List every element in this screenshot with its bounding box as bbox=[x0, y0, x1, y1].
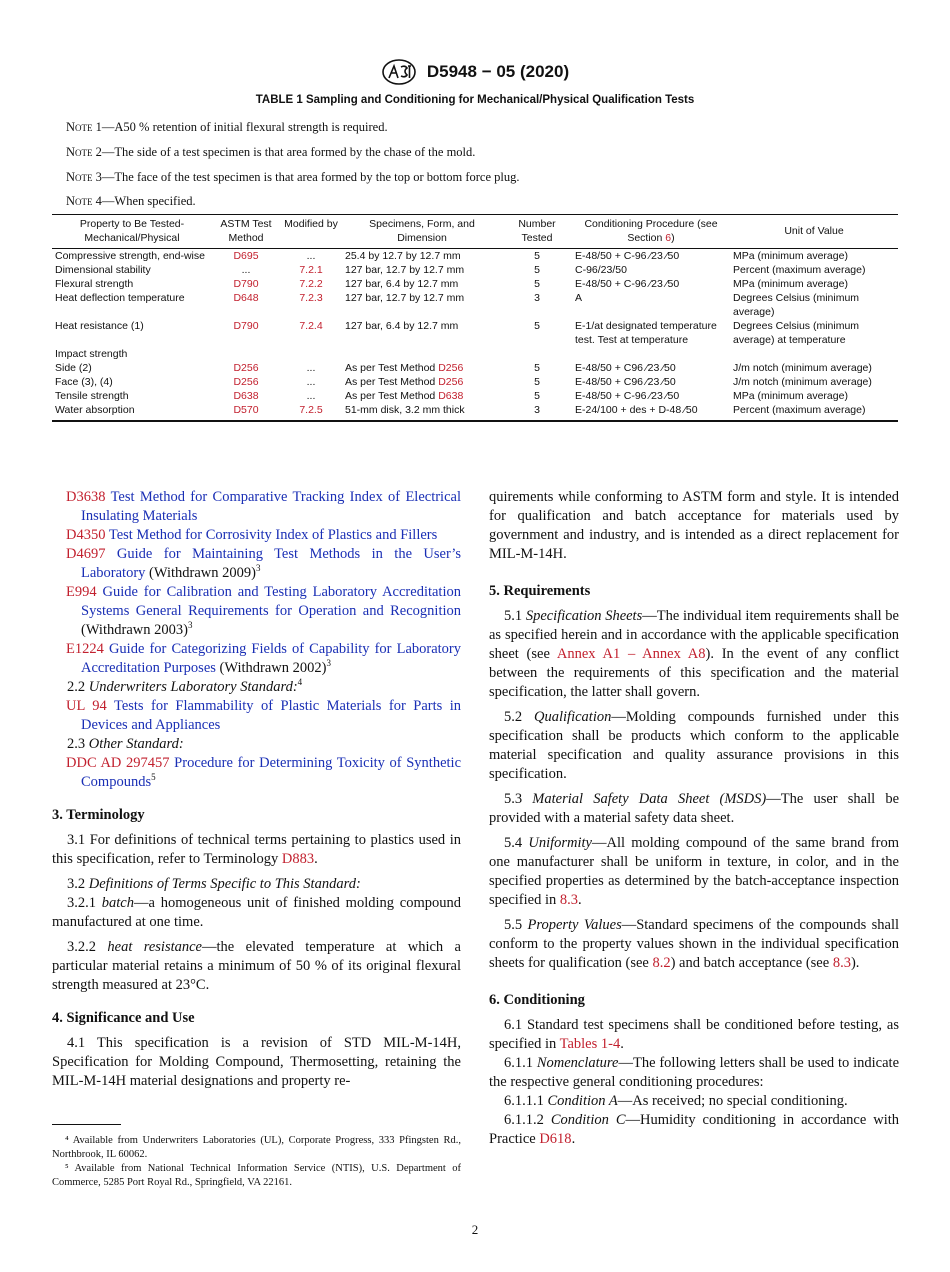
cell-specimens-text: As per Test Method bbox=[345, 376, 439, 388]
section-2-3 bbox=[52, 735, 461, 754]
ddc-sup: 5 bbox=[151, 772, 156, 783]
cell-number: 5 bbox=[534, 278, 540, 290]
section-8-3-link-2[interactable]: 8.3 bbox=[832, 955, 851, 971]
p53-text: —The user shall be provided with a material safety data sheet. bbox=[489, 791, 899, 826]
cell-modified: ... bbox=[306, 362, 316, 374]
note-text: —A50 % retention of initial flexural strength is required. bbox=[101, 120, 388, 134]
p55-term: Property Values bbox=[527, 917, 622, 933]
ddc-title-link[interactable]: Procedure for Determining Toxicity of Synthetic Compounds bbox=[81, 755, 462, 790]
footnotes bbox=[52, 1134, 461, 1190]
note-text: —The face of the test specimen is that area formed by the top or bottom force plug. bbox=[101, 170, 520, 184]
footnote-divider bbox=[52, 1124, 121, 1125]
reference-title-link[interactable]: Guide for Categorizing Fields of Capability for Laboratory Accreditation Purposes bbox=[81, 641, 462, 676]
table-caption: TABLE 1 Sampling and Conditioning for Mechanical/Physical Qualification Tests bbox=[255, 94, 695, 106]
reference-item bbox=[52, 545, 461, 583]
reference-sup: 3 bbox=[187, 620, 193, 631]
p51-num: 5.1 bbox=[504, 608, 523, 624]
cell-property: Compressive strength, end-wise bbox=[55, 250, 205, 262]
cell-specimens bbox=[342, 389, 502, 403]
table-note-2 bbox=[66, 145, 475, 160]
page-header bbox=[0, 58, 950, 86]
cell-unit: MPa (minimum average) bbox=[733, 278, 848, 290]
page-number: 2 bbox=[471, 1222, 479, 1237]
note-label: Note 1 bbox=[66, 120, 102, 134]
d618-link[interactable]: D618 bbox=[539, 1131, 572, 1147]
cell-method[interactable]: D695 bbox=[233, 250, 259, 262]
annex-link[interactable]: Annex A1 – Annex A8 bbox=[556, 646, 706, 662]
cell-specimens bbox=[342, 249, 502, 264]
cell-specimens-text: 25.4 by 12.7 by 12.7 mm bbox=[345, 250, 461, 262]
table-row bbox=[52, 375, 898, 389]
p322-term: heat resistance bbox=[107, 939, 202, 955]
p32-text: Definitions of Terms Specific to This Standard: bbox=[88, 876, 361, 892]
cell-conditioning: E-48/50 + C-96 ⁄23 ⁄50 bbox=[575, 278, 680, 290]
cell-method bbox=[212, 347, 280, 361]
cell-property: Face (3), (4) bbox=[55, 376, 113, 388]
cell-conditioning: E-1/at designated temperature test. Test at temperature bbox=[575, 320, 717, 346]
p6112-num: 6.1.1.2 bbox=[504, 1112, 544, 1128]
cell-conditioning bbox=[572, 347, 730, 361]
left-column bbox=[52, 488, 461, 1091]
p51-term: Specification Sheets bbox=[525, 608, 643, 624]
reference-title-link[interactable]: Guide for Calibration and Testing Laboratory Accreditation Systems General Requirements for Operation and Recognition bbox=[81, 584, 461, 619]
cell-conditioning: E-48/50 + C-96 ⁄23 ⁄50 bbox=[575, 250, 680, 262]
p32-num: 3.2 bbox=[67, 876, 86, 892]
section-8-3-link[interactable]: 8.3 bbox=[559, 892, 578, 908]
document-title: D5948 − 05 (2020) bbox=[426, 62, 570, 81]
cell-modified: ... bbox=[306, 390, 316, 402]
cell-number: 5 bbox=[534, 362, 540, 374]
cell-unit: MPa (minimum average) bbox=[733, 250, 848, 262]
cell-specimens-text: 127 bar, 6.4 by 12.7 mm bbox=[345, 320, 459, 332]
p55-num: 5.5 bbox=[504, 917, 523, 933]
para-3-2 bbox=[52, 875, 461, 894]
cell-specimens bbox=[342, 291, 502, 319]
table-note-1 bbox=[66, 120, 388, 135]
cell-modified bbox=[280, 347, 342, 361]
para-5-3 bbox=[489, 790, 899, 828]
cell-unit: Percent (maximum average) bbox=[733, 264, 866, 276]
p61-text-end: . bbox=[620, 1036, 624, 1052]
p611-text: —The following letters shall be used to indicate the respective general conditioning procedures: bbox=[489, 1055, 899, 1090]
p322-num: 3.2.2 bbox=[67, 939, 96, 955]
cell-conditioning: E-48/50 + C96 ⁄23 ⁄50 bbox=[575, 376, 676, 388]
cell-property: Heat resistance (1) bbox=[55, 320, 144, 332]
cell-number bbox=[502, 347, 572, 361]
cell-specimens bbox=[342, 347, 502, 361]
cell-specimens-link[interactable]: D256 bbox=[438, 376, 464, 388]
cell-specimens bbox=[342, 403, 502, 421]
cell-property: Side (2) bbox=[55, 362, 92, 374]
table-row bbox=[52, 319, 898, 347]
cell-specimens-text: As per Test Method bbox=[345, 390, 439, 402]
cell-number: 3 bbox=[502, 403, 572, 421]
para-3-1: 3.1 For definitions of technical terms pertaining to plastics used in this specification, refer to Terminology D883. bbox=[52, 832, 461, 867]
reference-code-link[interactable]: D4697 bbox=[66, 546, 106, 562]
reference-note: (Withdrawn 2009) bbox=[145, 565, 256, 581]
cell-modified[interactable]: 7.2.1 bbox=[299, 264, 323, 276]
reference-code-link[interactable]: D3638 bbox=[66, 489, 106, 505]
p6111-num: 6.1.1.1 bbox=[504, 1093, 544, 1109]
p51-text-end: ). In the event of any conflict between the requirements of this specification and the material specification, the latter shall govern. bbox=[489, 646, 899, 700]
header-modified: Modified by bbox=[280, 215, 342, 249]
s22-sup: 4 bbox=[297, 677, 303, 688]
note-text: —When specified. bbox=[101, 194, 196, 208]
para-3-2-1 bbox=[52, 894, 461, 932]
reference-title-link[interactable]: Test Method for Comparative Tracking Index of Electrical Insulating Materials bbox=[81, 489, 461, 524]
cell-specimens-text: 127 bar, 12.7 by 12.7 mm bbox=[345, 292, 465, 304]
reference-ul94 bbox=[52, 697, 461, 735]
reference-item bbox=[52, 640, 461, 678]
reference-title-link[interactable]: Guide for Maintaining Test Methods in the User’s Laboratory bbox=[81, 546, 462, 581]
cell-modified: ... bbox=[306, 250, 316, 262]
p53-num: 5.3 bbox=[504, 791, 523, 807]
note-text: —The side of a test specimen is that area formed by the chase of the mold. bbox=[101, 145, 476, 159]
cell-specimens-text: 127 bar, 12.7 by 12.7 mm bbox=[345, 264, 465, 276]
section-6-heading: 6. Conditioning bbox=[489, 992, 585, 1008]
note-label: Note 3 bbox=[66, 170, 102, 184]
cell-unit: MPa (minimum average) bbox=[733, 390, 848, 402]
para-6-1-1-1 bbox=[489, 1092, 899, 1111]
cell-number: 5 bbox=[534, 390, 540, 402]
footnote-4: ⁴ Available from Underwriters Laboratories (UL), Corporate Progress, 333 Pfingsten Rd., Northbrook, IL 60062. bbox=[52, 1135, 461, 1160]
p52-text: —Molding compounds furnished under this specification shall be products which conform to the applicable material specification and quality assurance provisions in this specification. bbox=[489, 709, 899, 782]
reference-item bbox=[52, 488, 461, 526]
p54-text-end: . bbox=[578, 892, 582, 908]
cell-modified[interactable]: 7.2.2 bbox=[299, 278, 323, 290]
para-5-2 bbox=[489, 708, 899, 784]
p321-text: —a homogeneous unit of finished molding compound manufactured at one time. bbox=[52, 895, 461, 930]
s22-text: Underwriters Laboratory Standard: bbox=[88, 679, 298, 695]
para-5-1 bbox=[489, 607, 899, 702]
cell-number: 3 bbox=[534, 292, 540, 304]
cell-unit: J/m notch (minimum average) bbox=[733, 362, 872, 374]
section-4-heading: 4. Significance and Use bbox=[52, 1010, 195, 1026]
s22-num: 2.2 bbox=[67, 679, 86, 695]
para-5-4 bbox=[489, 834, 899, 910]
section-5-heading: 5. Requirements bbox=[489, 583, 591, 599]
cell-property: Flexural strength bbox=[55, 278, 134, 290]
qualification-tests-table bbox=[52, 214, 898, 422]
cell-method[interactable]: D790 bbox=[233, 278, 259, 290]
table-row bbox=[52, 361, 898, 375]
ddc-link[interactable]: DDC AD 297457 bbox=[66, 755, 170, 771]
cell-specimens-text: 51-mm disk, 3.2 mm thick bbox=[345, 404, 465, 416]
cell-conditioning: C-96/23/50 bbox=[575, 264, 627, 276]
p53-term: Material Safety Data Sheet (MSDS) bbox=[532, 791, 767, 807]
table-header-row bbox=[52, 215, 898, 249]
p6111-term: Condition A bbox=[547, 1093, 618, 1109]
cell-specimens bbox=[342, 319, 502, 347]
p611-term: Nomenclature bbox=[536, 1055, 619, 1071]
p6112-text: —Humidity conditioning in accordance with Practice bbox=[489, 1112, 900, 1147]
p54-term: Uniformity bbox=[528, 835, 592, 851]
table-row bbox=[52, 347, 898, 361]
cell-specimens bbox=[342, 361, 502, 375]
reference-code-link[interactable]: D4350 bbox=[66, 527, 106, 543]
table-row bbox=[52, 291, 898, 319]
header-property: Property to Be Tested-Mechanical/Physical bbox=[52, 215, 212, 249]
table-row bbox=[52, 263, 898, 277]
section-6-link[interactable]: 6 bbox=[665, 232, 672, 244]
reference-title-link[interactable]: Test Method for Corrosivity Index of Plastics and Fillers bbox=[108, 527, 438, 543]
p611-num: 6.1.1 bbox=[504, 1055, 533, 1071]
cell-conditioning: A bbox=[575, 292, 583, 304]
p55-text-mid: ) and batch acceptance (see bbox=[670, 955, 833, 971]
cell-method[interactable]: D648 bbox=[233, 292, 259, 304]
cell-unit: Percent (maximum average) bbox=[730, 403, 898, 421]
section-3-heading: 3. Terminology bbox=[52, 807, 145, 823]
cell-property: Heat deflection temperature bbox=[55, 292, 185, 304]
cell-unit: Degrees Celsius (minimum average) at temperature bbox=[733, 320, 860, 346]
header-method: ASTM Test Method bbox=[212, 215, 280, 249]
cell-conditioning: E-48/50 + C96 ⁄23 ⁄50 bbox=[575, 362, 676, 374]
para-6-1-1 bbox=[489, 1054, 899, 1092]
table-row bbox=[52, 389, 898, 403]
footnote-5: ⁵ Available from National Technical Information Service (NTIS), U.S. Department of Commerce, 5285 Port Royal Rd., Springfield, VA 22161. bbox=[52, 1163, 461, 1188]
cell-modified[interactable]: 7.2.5 bbox=[280, 403, 342, 421]
p321-num: 3.2.1 bbox=[67, 895, 96, 911]
table-row bbox=[52, 277, 898, 291]
p6112-term: Condition C bbox=[550, 1112, 626, 1128]
reference-item bbox=[52, 526, 461, 545]
s23-text: Other Standard: bbox=[88, 736, 184, 752]
para-6-1-1-2 bbox=[489, 1111, 899, 1149]
header-specimens: Specimens, Form, and Dimension bbox=[342, 215, 502, 249]
cell-modified[interactable]: 7.2.4 bbox=[299, 320, 323, 332]
cell-number: 5 bbox=[534, 320, 540, 332]
table-row bbox=[52, 249, 898, 264]
cell-property: Tensile strength bbox=[55, 390, 129, 402]
cell-method[interactable]: D570 bbox=[212, 403, 280, 421]
reference-code-link[interactable]: E994 bbox=[66, 584, 97, 600]
note-label: Note 2 bbox=[66, 145, 102, 159]
header-unit: Unit of Value bbox=[730, 215, 898, 249]
cell-conditioning: E-48/50 + C-96 ⁄23 ⁄50 bbox=[575, 390, 680, 402]
note-label: Note 4 bbox=[66, 194, 102, 208]
para-3-2-2 bbox=[52, 938, 461, 995]
reference-ddc bbox=[52, 754, 461, 792]
p51-text: —The individual item requirements shall be as specified herein and in accordance with the applicable specification sheet (see bbox=[489, 608, 899, 662]
header-conditioning bbox=[572, 215, 730, 249]
table-note-3 bbox=[66, 170, 519, 185]
reference-item bbox=[52, 583, 461, 640]
header-conditioning-text: Conditioning Procedure (see Section bbox=[584, 218, 718, 244]
cell-specimens bbox=[342, 375, 502, 389]
reference-sup: 3 bbox=[255, 563, 261, 574]
header-conditioning-end: ) bbox=[671, 232, 675, 244]
p6111-text: —As received; no special conditioning. bbox=[617, 1093, 848, 1109]
astm-logo-icon bbox=[381, 58, 417, 86]
cell-conditioning: E-24/100 + des + D-48 ⁄50 bbox=[572, 403, 730, 421]
p55-text-end: ). bbox=[850, 955, 860, 971]
table-note-4 bbox=[66, 194, 196, 209]
reference-note: (Withdrawn 2002) bbox=[215, 660, 327, 676]
p52-term: Qualification bbox=[534, 709, 612, 725]
cell-specimens-link[interactable]: D638 bbox=[438, 390, 464, 402]
p54-num: 5.4 bbox=[504, 835, 523, 851]
cell-number: 5 bbox=[534, 264, 540, 276]
p55-text: —Standard specimens of the compounds shall conform to the property values shown in the individual specification sheets for qualification (see bbox=[489, 917, 899, 971]
cell-method[interactable]: D256 bbox=[233, 362, 259, 374]
cell-method[interactable]: D790 bbox=[233, 320, 259, 332]
cell-specimens-link[interactable]: D256 bbox=[438, 362, 464, 374]
table-row bbox=[52, 403, 898, 421]
reference-code-link[interactable]: E1224 bbox=[66, 641, 104, 657]
p31-text: 3.1 For definitions of technical terms pertaining to plastics used in this specification, refer to Terminology bbox=[52, 832, 461, 867]
cell-method[interactable]: D638 bbox=[233, 390, 259, 402]
cell-modified[interactable]: 7.2.3 bbox=[299, 292, 323, 304]
cell-unit: Degrees Celsius (minimum average) bbox=[733, 292, 860, 318]
cell-unit: J/m notch (minimum average) bbox=[733, 376, 872, 388]
para-4-1-continued: quirements while conforming to ASTM form and style. It is intended for qualification and batch acceptance for materials used by government and industry, and is intended as a direct replacement for MIL-M-14H. bbox=[489, 489, 899, 562]
para-6-1 bbox=[489, 1016, 899, 1054]
cell-number: 5 bbox=[534, 250, 540, 262]
para-5-5 bbox=[489, 916, 899, 973]
reference-note: (Withdrawn 2003) bbox=[81, 622, 188, 638]
p54-text: —All molding compound of the same brand from one manufacturer shall be uniform in texture, in color, and in the specified properties as determined by the batch-acceptance inspection specified in bbox=[489, 835, 899, 908]
right-column bbox=[489, 488, 899, 1149]
s23-num: 2.3 bbox=[67, 736, 86, 752]
p321-term: batch bbox=[101, 895, 134, 911]
cell-specimens bbox=[342, 277, 502, 291]
p52-num: 5.2 bbox=[504, 709, 523, 725]
cell-method[interactable]: D256 bbox=[233, 376, 259, 388]
ul94-link[interactable]: UL 94 bbox=[66, 698, 107, 714]
cell-number: 5 bbox=[534, 376, 540, 388]
tables-link[interactable]: Tables 1-4 bbox=[559, 1036, 621, 1052]
header-number: Number Tested bbox=[502, 215, 572, 249]
cell-specimens-text: As per Test Method bbox=[345, 362, 439, 374]
section-8-2-link[interactable]: 8.2 bbox=[652, 955, 671, 971]
ul94-title-link[interactable]: Tests for Flammability of Plastic Materials for Parts in Devices and Appliances bbox=[81, 698, 461, 733]
cell-unit bbox=[730, 347, 898, 361]
cell-property: Dimensional stability bbox=[55, 264, 151, 276]
cell-specimens-text: 127 bar, 6.4 by 12.7 mm bbox=[345, 278, 459, 290]
d883-link[interactable]: D883 bbox=[281, 851, 315, 867]
p6112-text-end: . bbox=[571, 1131, 576, 1147]
p61-text: 6.1 Standard test specimens shall be conditioned before testing, as specified in bbox=[489, 1017, 899, 1052]
para-4-1: 4.1 This specification is a revision of STD MIL-M-14H, Specification for Molding Compound, Thermosetting, retaining the MIL-M-14H material designations and property re- bbox=[52, 1035, 461, 1089]
p322-text: —the elevated temperature at which a particular material retains a minimum of 50 % of its original flexural strength measured at 23°C. bbox=[52, 939, 461, 993]
cell-property: Water absorption bbox=[52, 403, 212, 421]
reference-sup: 3 bbox=[326, 658, 331, 669]
cell-property: Impact strength bbox=[55, 348, 128, 360]
cell-modified: ... bbox=[306, 376, 316, 388]
cell-method: ... bbox=[241, 264, 251, 276]
cell-specimens bbox=[342, 263, 502, 277]
section-2-2 bbox=[52, 678, 461, 697]
